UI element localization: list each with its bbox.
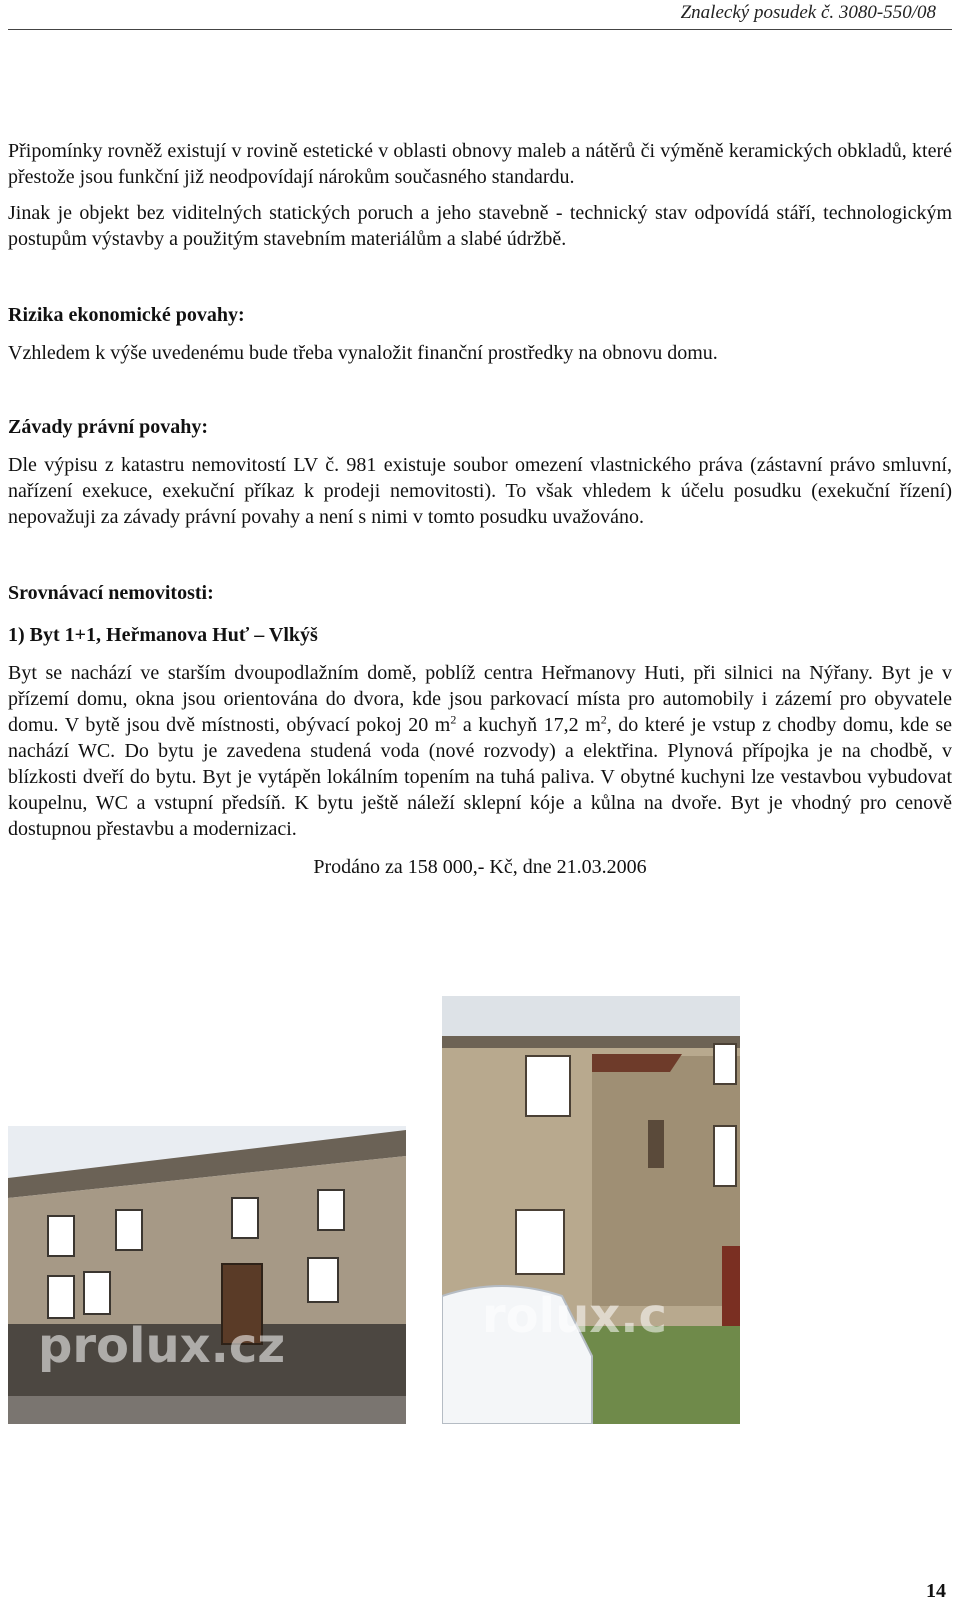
section-heading-legal: Závady právní povahy: bbox=[8, 416, 209, 438]
building-front-illustration bbox=[8, 1126, 406, 1424]
watermark-text: rolux.c bbox=[482, 1288, 667, 1344]
document-header: Znalecký posudek č. 3080-550/08 bbox=[680, 2, 936, 23]
paragraph: Vzhledem k výše uvedenému bude třeba vynaložit finanční prostředky na obnovu domu. bbox=[8, 342, 718, 364]
building-photo-front bbox=[8, 1126, 406, 1424]
header-divider bbox=[8, 29, 952, 30]
document-body bbox=[8, 138, 952, 880]
paragraph: Jinak je objekt bez viditelných statických poruch a jeho stavebně - technický stav odpovídá stáří, technologickým postupům výstavby a použitým stavebním materiálům a slabé údržbě. bbox=[8, 202, 952, 250]
section-heading-econ: Rizika ekonomické povahy: bbox=[8, 304, 245, 326]
sale-price-note: Prodáno za 158 000,- Kč, dne 21.03.2006 bbox=[313, 856, 647, 878]
building-photo-courtyard bbox=[442, 996, 740, 1424]
section-heading-compare: Srovnávací nemovitosti: bbox=[8, 582, 214, 604]
paragraph: Dle výpisu z katastru nemovitostí LV č. 981 existuje soubor omezení vlastnického práva (zástavní právo smluvní, nařízení exekuce, exekuční příkaz k prodeji nemovitosti). To však vhledem k účelu posudku (exekuční řízení) nepovažuji za závady právní povahy a není s nimi v tomto posudku uvažováno. bbox=[8, 454, 952, 528]
paragraph: Připomínky rovněž existují v rovině estetické v oblasti obnovy maleb a nátěrů či výměně keramických obkladů, které přestože jsou funkční již neodpovídají nárokům současného standardu. bbox=[8, 140, 952, 188]
watermark-text: prolux.cz bbox=[38, 1318, 286, 1374]
page-number: 14 bbox=[926, 1580, 946, 1602]
comparable-item-heading: 1) Byt 1+1, Heřmanova Huť – Vlkýš bbox=[8, 624, 318, 646]
comparable-description: Byt se nachází ve starším dvoupodlažním domě, poblíž centra Heřmanovy Huti, při silnici na Nýřany. Byt je v přízemí domu, okna jsou orientována do dvora, kde jsou parkovací místa pro automobily i zázemí pro obyvatele domu. V bytě jsou dvě místnosti, obývací pokoj 20 $m^2$ a kuchyň 17,2 $m^2$, do které je vstup z chodby domu, kde se nachází WC. Do bytu je zavedena studená voda (nové rozvody) a elektřina. Plynová přípojka je na chodbě, v blízkosti dveří do bytu. Byt je vytápěn lokálním topením na tuhá paliva. V obytné kuchyni lze vestavbou vybudovat koupelnu, WC a vstupní předsíň. K bytu ještě náleží sklepní kóje a kůlna na dvoře. Byt je vhodný pro cenově dostupnou přestavbu a modernizaci. bbox=[8, 662, 953, 840]
courtyard-illustration bbox=[442, 996, 740, 1424]
